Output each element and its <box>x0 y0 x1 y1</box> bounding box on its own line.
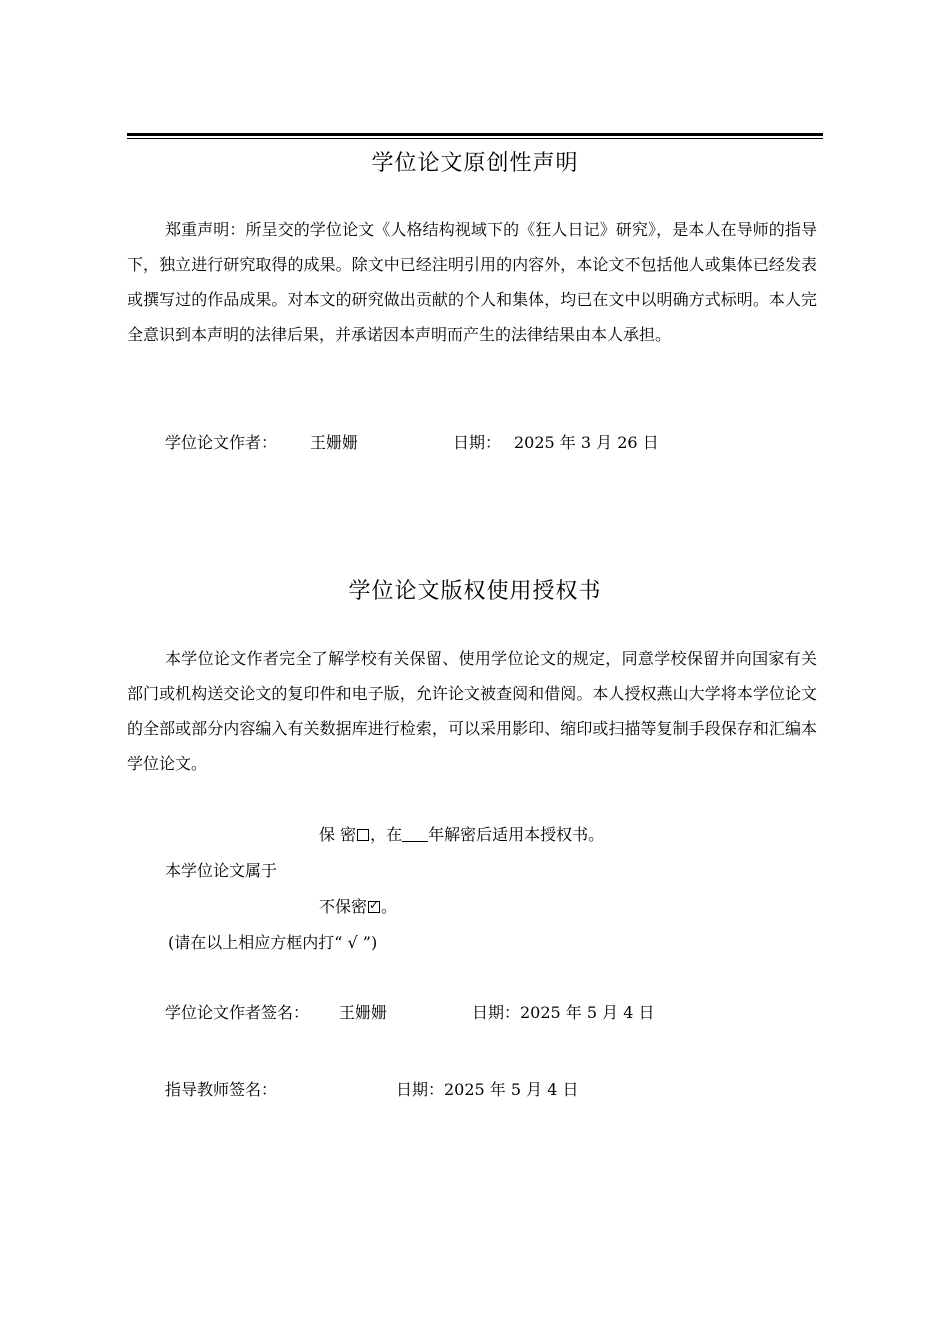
author-sign-label: 学位论文作者签名： <box>165 1003 310 1022</box>
decrypt-year-blank[interactable] <box>402 827 428 842</box>
non-confidential-suffix: 。 <box>381 897 398 916</box>
non-confidential-checkbox[interactable] <box>368 898 380 913</box>
author-sign-date: 日期：2025 年 5 月 4 日 <box>472 1003 655 1022</box>
belongs-label: 本学位论文属于 <box>165 861 278 880</box>
header-rule-thick <box>127 133 823 136</box>
non-confidential-option <box>319 897 397 917</box>
confidential-option <box>319 825 604 845</box>
declaration-title: 学位论文原创性声明 <box>371 151 579 176</box>
header-rule-thin <box>127 138 823 139</box>
supervisor-sign-label: 指导教师签名： <box>165 1080 278 1099</box>
non-confidential-label: 不保密 <box>319 897 368 916</box>
authorization-title: 学位论文版权使用授权书 <box>348 579 602 604</box>
supervisor-sign-date: 日期：2025 年 5 月 4 日 <box>396 1080 579 1099</box>
confidential-label: 保 密 <box>319 825 357 844</box>
checkbox-instruction: (请在以上相应方框内打“ √ ”) <box>168 933 378 952</box>
declaration-author-name: 王姗姗 <box>310 433 359 452</box>
confidential-checkbox[interactable] <box>357 829 369 841</box>
declaration-date-label: 日期： <box>453 433 502 452</box>
declaration-date-value: 2025 年 3 月 26 日 <box>514 433 659 452</box>
authorization-body: 本学位论文作者完全了解学校有关保留、使用学位论文的规定，同意学校保留并向国家有关部门或机构送交论文的复印件和电子版，允许论文被查阅和借阅。本人授权燕山大学将本学位论文的全部或部分内容编入有关数据库进行检索，可以采用影印、缩印或扫描等复制手段保存和汇编本学位论文。 <box>127 649 817 773</box>
declaration-author-label: 学位论文作者： <box>165 433 278 452</box>
checkmark-icon: ✓ <box>369 898 380 912</box>
declaration-body: 郑重声明：所呈交的学位论文《人格结构视域下的《狂人日记》研究》，是本人在导师的指导下，独立进行研究取得的成果。除文中已经注明引用的内容外，本论文不包括他人或集体已经发表或撰写过的作品成果。对本文的研究做出贡献的个人和集体，均已在文中以明确方式标明。本人完全意识到本声明的法律后果，并承诺因本声明而产生的法律结果由本人承担。 <box>127 220 817 344</box>
author-sign-name: 王姗姗 <box>339 1003 388 1022</box>
confidential-suffix-post: 年解密后适用本授权书。 <box>428 825 605 844</box>
confidential-suffix-pre: ，在 <box>370 825 403 844</box>
